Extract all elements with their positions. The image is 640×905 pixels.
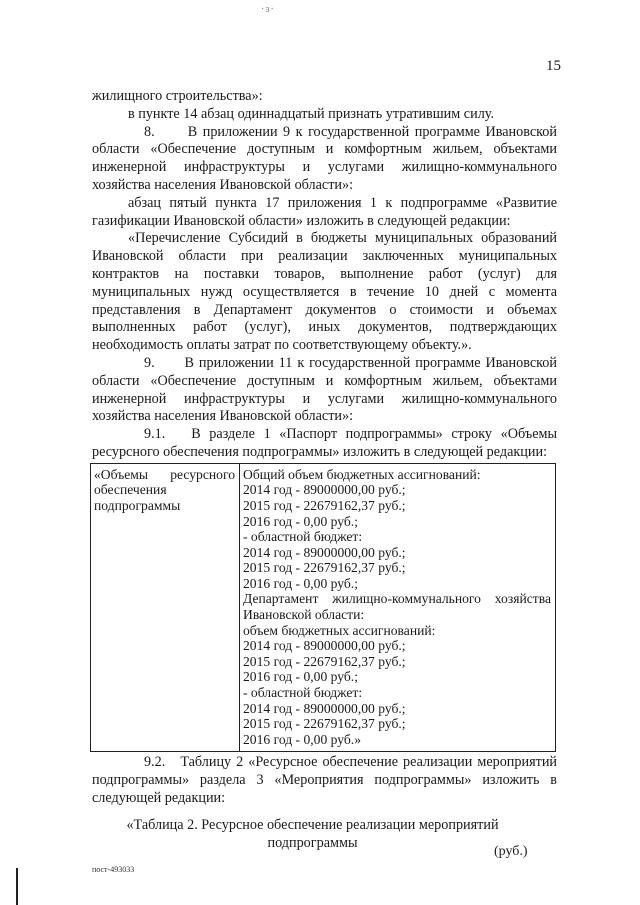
item-number: 9.	[144, 354, 155, 371]
table-line: Общий объем бюджетных ассигнований:	[243, 466, 481, 482]
table-label-cell	[91, 463, 240, 752]
table-line: 2016 год - 0,00 руб.»	[243, 731, 362, 747]
table-line: 2016 год - 0,00 руб.;	[243, 513, 358, 529]
paragraph-continuation: жилищного строительства»:	[92, 88, 263, 104]
item-number: 9.2.	[144, 754, 166, 771]
table-line: 2015 год - 22679162,37 руб.;	[243, 560, 406, 576]
title-line: подпрограммы	[267, 834, 358, 851]
table-row	[91, 463, 556, 752]
table-line: объем бюджетных ассигнований:	[243, 622, 436, 638]
table-line: 2015 год - 22679162,37 руб.;	[243, 716, 406, 732]
table-line: Ивановской области:	[243, 607, 365, 623]
item-number: 9.1.	[144, 426, 166, 443]
table-line: 2014 год - 89000000,00 руб.;	[243, 482, 406, 498]
paragraph-item-14: в пункте 14 абзац одиннадцатый признать утратившим силу.	[128, 105, 494, 122]
table-line: - областной бюджет:	[243, 529, 363, 545]
paragraph-item-9	[92, 355, 557, 426]
table-line: 2014 год - 89000000,00 руб.;	[243, 700, 406, 716]
table-line: 2014 год - 89000000,00 руб.;	[243, 544, 406, 560]
scan-mark: ·ɜ·	[261, 4, 275, 15]
table-line: 2016 год - 0,00 руб.;	[243, 575, 358, 591]
paragraph-item-9-1	[92, 426, 557, 462]
table-label: «Объемы ресурсного обеспечения подпрограммы	[94, 466, 235, 513]
unit-label: (руб.)	[494, 844, 528, 859]
page-number: 15	[546, 58, 561, 74]
document-body	[92, 88, 557, 852]
item-text: Таблицу 2 «Ресурсное обеспечение реализации мероприятий подпрограммы» раздела 3 «Мероприятия подпрограммы» изложить в следующей редакции:	[92, 754, 558, 807]
table-line: 2015 год - 22679162,37 руб.;	[243, 653, 406, 669]
item-text: В разделе 1 «Паспорт подпрограммы» строку «Объемы ресурсного обеспечения подпрограммы» изложить в следующей редакции:	[92, 426, 557, 460]
paragraph-quote-subsidies: «Перечисление Субсидий в бюджеты муниципальных образований Ивановской области при реализации заключенных муниципальных контрактов на поставки товаров, выполнение работ (услуг) для муниципальных нужд осуществляется в течение 10 дней с момента представления в Департамент документов о стоимости и объемах выполненных работ (услуг), иных документов, подтверждающих необходимость оплаты затрат по соответствующему объекту.».	[92, 230, 557, 354]
paragraph-abzac: абзац пятый пункта 17 приложения 1 к подпрограмме «Развитие газификации Ивановской области» изложить в следующей редакции:	[92, 194, 557, 229]
paragraph-item-8	[92, 124, 557, 195]
table-line: 2016 год - 0,00 руб.;	[243, 669, 358, 685]
table-line: Департамент жилищно-коммунального хозяйства	[243, 591, 551, 607]
item-text: В приложении 11 к государственной программе Ивановской области «Обеспечение доступным и комфортным жильем, объектами инженерной инфраструктуры и услугами жилищно-коммунального хозяйства населения Ивановской области»:	[92, 354, 557, 425]
resource-table	[90, 463, 556, 753]
table-2-title	[92, 817, 557, 853]
paragraph-item-9-2	[92, 754, 557, 807]
item-text: В приложении 9 к государственной программе Ивановской области «Обеспечение доступным и комфортным жильем, объектами инженерной инфраструктуры и услугами жилищно-коммунального хозяйства населения Ивановской области»:	[92, 123, 557, 193]
item-number: 8.	[144, 123, 155, 140]
title-line: «Таблица 2. Ресурсное обеспечение реализации мероприятий	[126, 816, 499, 833]
table-value-cell	[240, 463, 556, 752]
table-line: 2014 год - 89000000,00 руб.;	[243, 638, 406, 654]
post-code: пост-493033	[92, 865, 135, 874]
scan-edge-bar	[16, 868, 18, 905]
table-line: - областной бюджет:	[243, 685, 363, 701]
table-line: 2015 год - 22679162,37 руб.;	[243, 497, 406, 513]
